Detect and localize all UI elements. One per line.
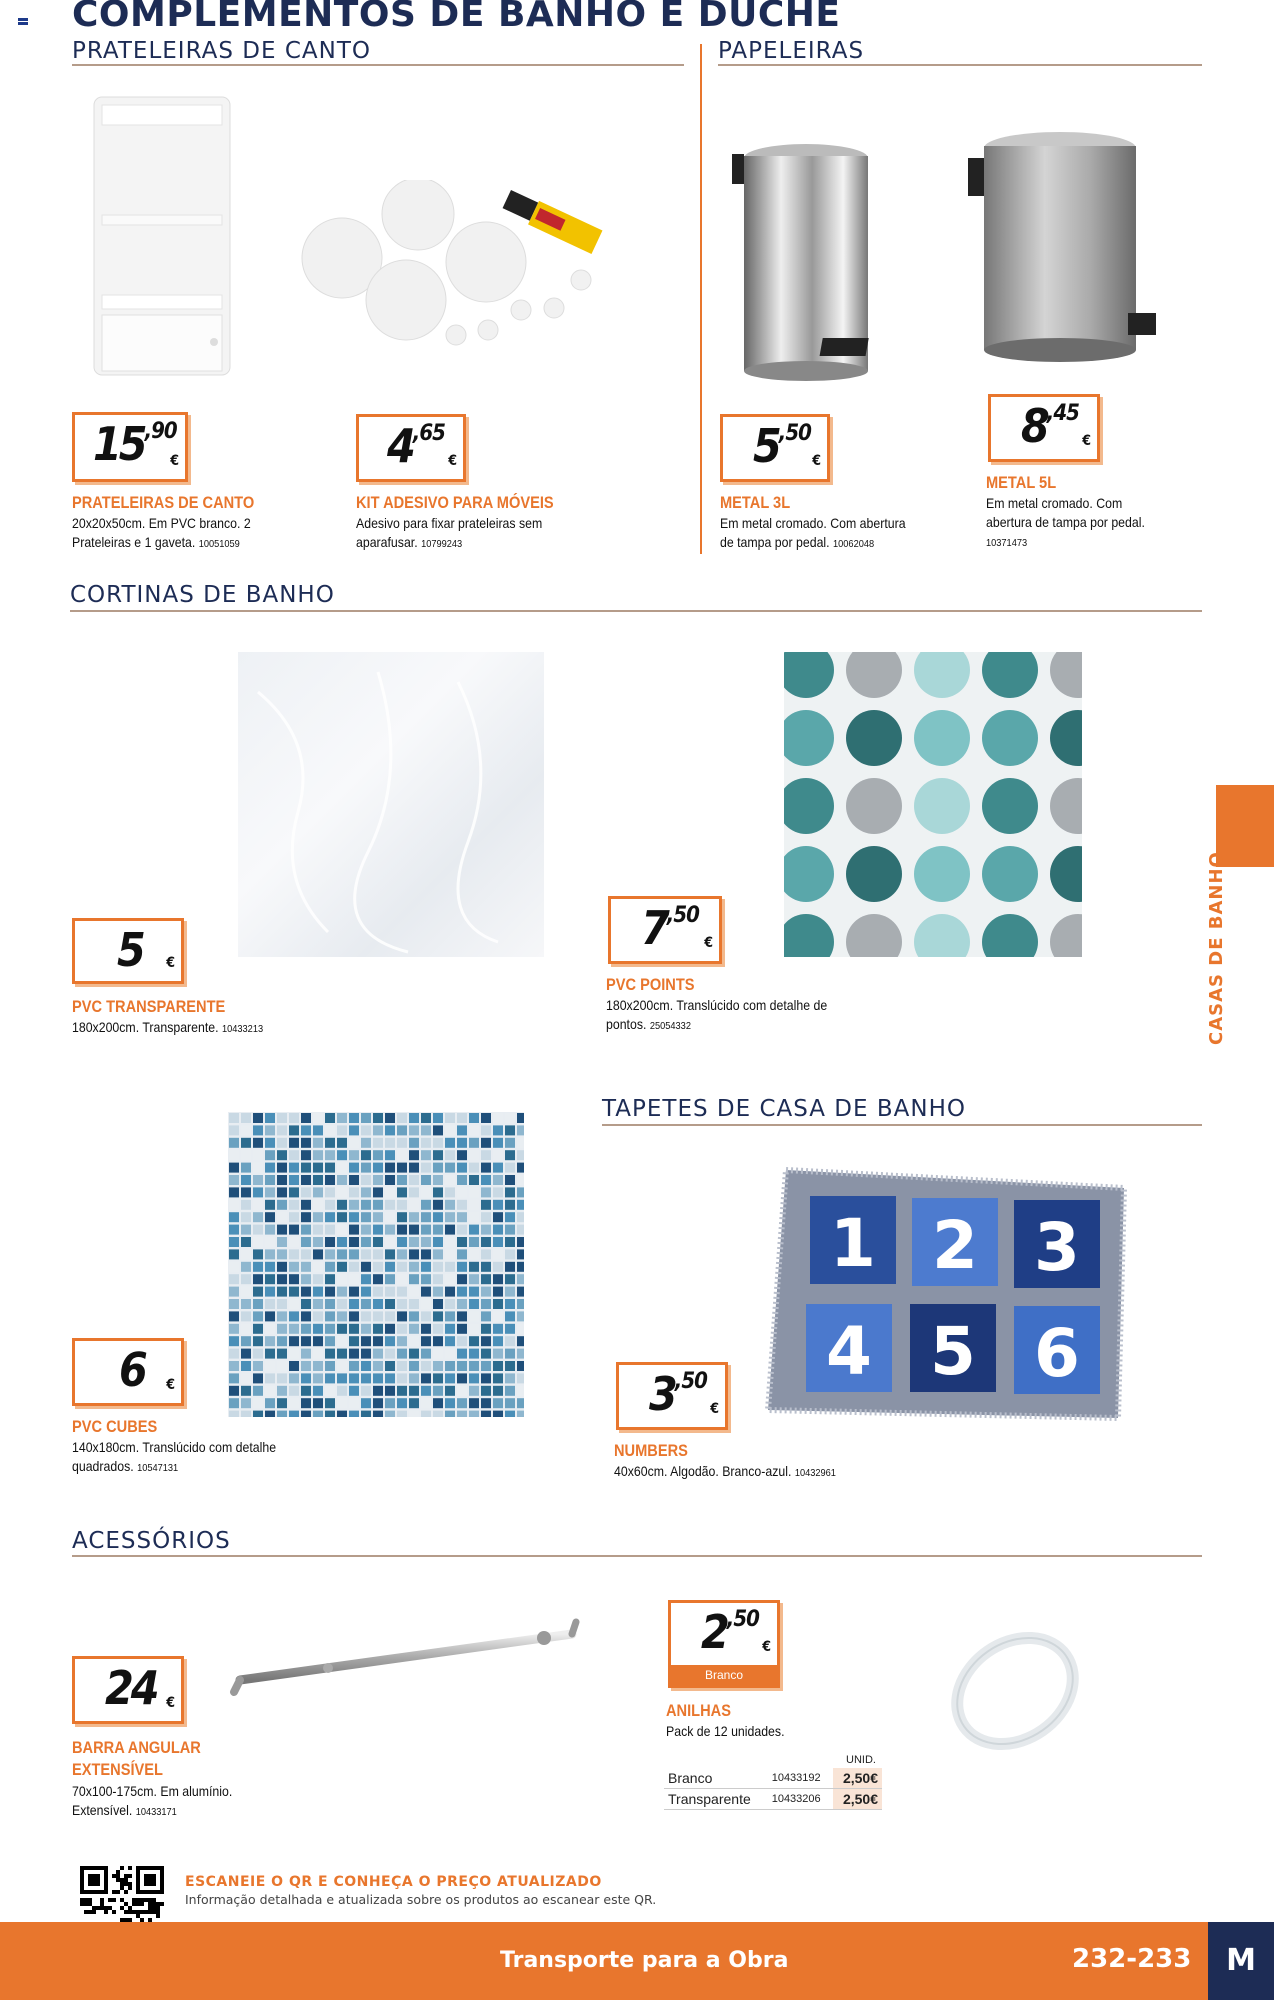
rug-number: 3 xyxy=(1034,1209,1080,1286)
corner-shelf-image xyxy=(90,95,238,380)
price-integer: 15 xyxy=(93,417,145,471)
bin-5l-image xyxy=(962,128,1162,376)
price-integer: 5 xyxy=(753,419,779,473)
section-title-acessorios: ACESSÓRIOS xyxy=(72,1528,231,1554)
product-description xyxy=(72,1018,301,1039)
price-integer: 6 xyxy=(119,1343,145,1397)
rug-number: 6 xyxy=(1034,1315,1080,1392)
section-divider xyxy=(602,1124,1202,1126)
section-divider xyxy=(72,1555,1202,1557)
product-description xyxy=(72,1438,283,1478)
section-title-papeleiras: PAPELEIRAS xyxy=(718,38,865,64)
product-description-text: 180x200cm. Translúcido com detalhe de pontos. xyxy=(606,997,828,1032)
price-integer: 5 xyxy=(117,923,143,977)
product-code: 10051059 xyxy=(198,538,240,550)
product-code: 10432961 xyxy=(794,1467,836,1479)
points-curtain-image xyxy=(784,652,1082,957)
cubes-curtain-image xyxy=(228,1112,524,1417)
flag-icon xyxy=(18,18,28,25)
qr-subtitle: Informação detalhada e atualizada sobre os produtos ao escanear este QR. xyxy=(185,1892,657,1907)
category-side-label: CASAS DE BANHO xyxy=(1206,851,1227,1045)
rug-number: 1 xyxy=(830,1205,876,1282)
product-description-text: Em metal cromado. Com abertura de tampa por pedal. xyxy=(720,515,906,550)
price-decimal: ,50 xyxy=(726,1607,759,1632)
currency-symbol: € xyxy=(762,1639,771,1655)
currency-symbol: € xyxy=(448,453,457,469)
product-code: 10433171 xyxy=(135,1806,177,1818)
product-description-text: 20x20x50cm. Em PVC branco. 2 Prateleiras e 1 gaveta. xyxy=(72,515,251,550)
angular-rod-image xyxy=(228,1618,584,1698)
price-decimal: ,50 xyxy=(666,903,699,928)
numbers-rug-image xyxy=(764,1166,1128,1422)
shower-ring-image xyxy=(930,1616,1100,1766)
rug-number: 5 xyxy=(930,1313,976,1390)
price-tag xyxy=(616,1362,728,1430)
qr-title: ESCANEIE O QR E CONHEÇA O PREÇO ATUALIZADO xyxy=(185,1874,602,1890)
section-divider xyxy=(72,64,684,66)
currency-symbol: € xyxy=(166,1695,175,1711)
product-name: ANILHAS xyxy=(666,1701,731,1720)
price-decimal: ,50 xyxy=(778,421,811,446)
price-decimal: ,90 xyxy=(144,419,177,444)
product-description-text: Pack de 12 unidades. xyxy=(666,1723,785,1739)
product-name: PVC POINTS xyxy=(606,975,695,994)
product-description-text: Adesivo para fixar prateleiras sem aparafusar. xyxy=(356,515,543,550)
product-description xyxy=(986,494,1162,553)
price-tag xyxy=(72,412,188,482)
price-integer: 4 xyxy=(387,419,413,473)
product-code: 10062048 xyxy=(833,538,875,550)
product-description-text: 40x60cm. Algodão. Branco-azul. xyxy=(614,1463,792,1479)
price-tag xyxy=(668,1600,780,1688)
section-title-tapetes: TAPETES DE CASA DE BANHO xyxy=(602,1096,966,1122)
currency-symbol: € xyxy=(704,935,713,951)
section-title-cortinas: CORTINAS DE BANHO xyxy=(70,582,335,608)
product-name: NUMBERS xyxy=(614,1441,688,1460)
variant-label: Branco xyxy=(671,1665,777,1685)
table-header: UNID. xyxy=(846,1754,876,1766)
column-divider xyxy=(700,44,702,554)
product-description-text: 70x100-175cm. Em alumínio. Extensível. xyxy=(72,1783,233,1818)
table-cell-code: 10433192 xyxy=(768,1768,833,1789)
product-description-text: 140x180cm. Translúcido com detalhe quadrados. xyxy=(72,1439,277,1474)
price-decimal: ,45 xyxy=(1046,401,1079,426)
product-code: 10799243 xyxy=(421,538,463,550)
currency-symbol: € xyxy=(1082,433,1091,449)
price-decimal: ,65 xyxy=(412,421,445,446)
product-name: PRATELEIRAS DE CANTO xyxy=(72,493,255,512)
table-row xyxy=(664,1789,882,1810)
product-name: PVC TRANSPARENTE xyxy=(72,997,226,1016)
currency-symbol: € xyxy=(710,1401,719,1417)
price-tag xyxy=(72,1338,184,1406)
product-description-text: Em metal cromado. Com abertura de tampa por pedal. xyxy=(986,495,1145,530)
product-description xyxy=(72,514,274,554)
page-title: COMPLEMENTOS DE BANHO E DUCHE xyxy=(72,0,841,35)
price-tag xyxy=(356,414,466,482)
price-tag xyxy=(72,1656,184,1724)
product-code: 25054332 xyxy=(649,1020,691,1032)
brand-logo: M xyxy=(1208,1922,1274,2000)
product-description xyxy=(356,514,558,554)
currency-symbol: € xyxy=(166,955,175,971)
price-decimal: ,50 xyxy=(674,1369,707,1394)
rug-number: 2 xyxy=(932,1207,978,1284)
product-description xyxy=(666,1722,860,1741)
currency-symbol: € xyxy=(170,453,179,469)
table-cell-price: 2,50€ xyxy=(833,1768,882,1789)
adhesive-kit-image xyxy=(296,180,636,350)
product-name: BARRA ANGULAR EXTENSÍVEL xyxy=(72,1738,201,1779)
product-description xyxy=(606,996,844,1036)
price-tag xyxy=(720,414,830,482)
price-integer: 24 xyxy=(105,1661,157,1715)
price-integer: 8 xyxy=(1021,399,1047,453)
product-description xyxy=(72,1782,257,1822)
product-name: METAL 5L xyxy=(986,473,1057,492)
footer-tagline: Transporte para a Obra xyxy=(500,1948,789,1973)
table-cell-label: Branco xyxy=(664,1768,768,1789)
price-integer: 7 xyxy=(641,901,667,955)
product-name: PVC CUBES xyxy=(72,1417,158,1436)
price-integer: 2 xyxy=(701,1605,727,1659)
section-divider xyxy=(718,64,1202,66)
bin-3l-image xyxy=(728,138,914,396)
transparent-curtain-image xyxy=(238,652,544,957)
price-tag xyxy=(72,918,184,984)
product-description xyxy=(614,1462,896,1483)
product-code: 10433213 xyxy=(221,1023,264,1035)
price-tag xyxy=(988,394,1100,462)
page-numbers: 232-233 xyxy=(1072,1944,1192,1974)
currency-symbol: € xyxy=(166,1377,175,1393)
product-code: 10547131 xyxy=(137,1462,179,1474)
product-code: 10371473 xyxy=(986,537,1028,549)
table-cell-label: Transparente xyxy=(664,1789,768,1810)
table-cell-price: 2,50€ xyxy=(833,1789,882,1810)
product-description xyxy=(720,514,922,554)
product-description-text: 180x200cm. Transparente. xyxy=(72,1019,219,1035)
table-row xyxy=(664,1768,882,1789)
product-name: KIT ADESIVO PARA MÓVEIS xyxy=(356,493,554,512)
table-cell-code: 10433206 xyxy=(768,1789,833,1810)
product-name: METAL 3L xyxy=(720,493,791,512)
section-title-prateleiras: PRATELEIRAS DE CANTO xyxy=(72,38,371,64)
section-divider xyxy=(70,610,1202,612)
currency-symbol: € xyxy=(812,453,821,469)
anilhas-price-table xyxy=(664,1754,882,1810)
rug-number: 4 xyxy=(826,1313,872,1390)
price-tag xyxy=(608,896,722,964)
price-integer: 3 xyxy=(649,1367,675,1421)
